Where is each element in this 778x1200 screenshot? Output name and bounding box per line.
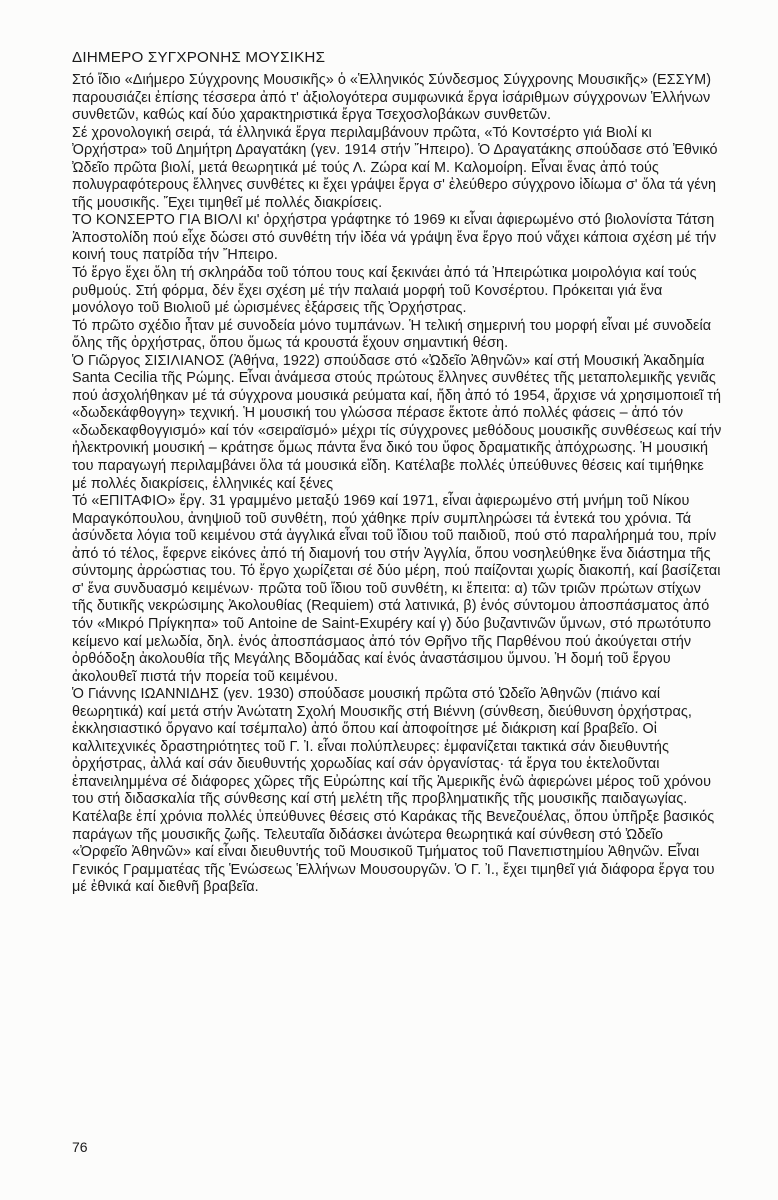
page-number: 76: [72, 1139, 88, 1155]
paragraph: Σέ χρονολογική σειρά, τά ἑλληνικά ἔργα περιλαμβάνουν πρῶτα, «Τό Κοντσέρτο γιά Βιολί κι Ὀρχήστρα» τοῦ Δημήτρη Δραγατάκη (γεν. 1914 στήν Ἤπειρο). Ὁ Δραγατάκης σπούδασε στό Ἐθνικό Ὠδεῖο πρῶτα βιολί, μετά θεωρητικά μέ τούς Λ. Ζώρα καί Μ. Καλομοίρη. Εἶναι ἕνας ἀπό τούς πολυγραφότερους ἕλληνες συνθέτες κι ἔχει γράψει ἔργα σ' ἐλεύθερο σύγχρονο ἰδίωμα σ' ὅλα τά γένη τῆς μουσικῆς. Ἔχει τιμηθεῖ μέ πολλές διακρίσεις.: [72, 124, 718, 211]
paragraph: Στό ἴδιο «Διήμερο Σύγχρονης Μουσικῆς» ὁ «Ἑλληνικός Σύνδεσμος Σύγχρονης Μουσικῆς» (ΕΣΣΥΜ) παρουσιάζει ἐπίσης τέσσερα ἀπό τ' ἀξιολογότερα συμφωνικά ἔργα ἰσάριθμων σύγχρονων Ἑλλήνων συνθετῶν, καθώς καί δύο χαρακτηριστικά ἔργα Τσεχοσλοβάκων συνθετῶν.: [72, 72, 712, 124]
paragraph: Τό «ΕΠΙΤΑΦΙΟ» ἔργ. 31 γραμμένο μεταξύ 1969 καί 1971, εἶναι ἀφιερωμένο στή μνήμη τοῦ Νίκου Μαραγκόπουλου, ἀνηψιοῦ τοῦ συνθέτη, πού χάθηκε πρίν συμπληρώσει τά ἐντεκά του χρόνια. Τά ἀσύνδετα λόγια τοῦ κειμένου στά ἀγγλικά εἶναι τοῦ ἴδιου τοῦ παιδιοῦ, πού στό παραλήρημά του, πρίν ἀπό τό τέλος, ἔφερνε εἰκόνες ἀπό τή διαμονή του στήν Ἀγγλία, ὅπου νοσηλεύθηκε ἕνα διάστημα τῆς σύντομης ἀρρώστιας του. Τό ἔργο χωρίζεται σέ δύο μέρη, πού παίζονται χωρίς διακοπή, καί βασίζεται σ' ἕνα συνδυασμό κειμένων· πρῶτα τοῦ ἴδιου τοῦ συνθέτη, κι ἔπειτα: α) τῶν τριῶν πρώτων στίχων τῆς δυτικῆς νεκρώσιμης Ἀκολουθίας (Requiem) στά λατινικά, β) ἑνός σύντομου ἀποσπάσματος ἀπό τόν «Μικρό Πρίγκηπα» τοῦ Antoine de Saint-Exupéry καί γ) δύο βυζαντινῶν ὕμνων, στό πρωτότυπο κείμενο καί μελωδία, δηλ. ἑνός ἀποσπάσμαος ἀπό τόν Θρῆνο τῆς Παρθένου πού ἀκούγεται στήν ὀρθόδοξη ἀκολουθία τῆς Μεγάλης Βδομάδας καί ἑνός ἀναστάσιμου ὕμνου. Ἡ δομή τοῦ ἔργου ἀκολουθεῖ πιστά τήν πορεία τοῦ κειμένου.: [72, 493, 721, 685]
paragraph: Τό πρῶτο σχέδιο ἦταν μέ συνοδεία μόνο τυμπάνων. Ἡ τελική σημερινή του μορφή εἶναι μέ συνοδεία ὅλης τῆς ὀρχήστρας, ὅπου ὅμως τά κρουστά ἔχουν σημαντική θέση.: [72, 317, 712, 352]
page-heading: ΔΙΗΜΕΡΟ ΣΥΓΧΡΟΝΗΣ ΜΟΥΣΙΚΗΣ: [72, 49, 326, 66]
paragraph: Τό ἔργο ἔχει ὅλη τή σκληράδα τοῦ τόπου τους καί ξεκινάει ἀπό τά Ἠπειρώτικα μοιρολόγια καί τούς ρυθμούς. Στή φόρμα, δέν ἔχει σχέση μέ τήν παλαιά μορφή τοῦ Κονσέρτου. Πρόκειται γιά ἕνα μονόλογο τοῦ Βιολιοῦ μέ ὡρισμένες ἐξάρσεις τῆς Ὀρχήστρας.: [72, 265, 697, 317]
paragraph: ΤΟ ΚΟΝΣΕΡΤΟ ΓΙΑ ΒΙΟΛΙ κι' ὀρχήστρα γράφτηκε τό 1969 κι εἶναι ἀφιερωμένο στό βιολονίστα Τάτση Ἀποστολίδη πού εἶχε δώσει στό συνθέτη τήν ἰδέα νά γράψη ἕνα ἔργο πού νἄχει κάποια σχέση μέ τήν κοινή τους πατρίδα τήν Ἤπειρο.: [72, 212, 717, 264]
paragraph: Ὁ Γιῶργος ΣΙΣΙΛΙΑΝΟΣ (Ἀθήνα, 1922) σπούδασε στό «Ὠδεῖο Ἀθηνῶν» καί στή Μουσική Ἀκαδημία Santa Cecilia τῆς Ρώμης. Εἶναι ἀνάμεσα στούς πρώτους ἕλληνες συνθέτες τῆς μεταπολεμικῆς γενιᾶς πού ἀσχολήθηκαν μέ τά σύγχρονα μουσικά ρεύματα καί, ἤδη ἀπό τό 1954, ἄρχισε νά χρησιμοποιεῖ τή «δωδεκάφθογγη» τεχνική. Ἡ μουσική του γλώσσα πέρασε ἕκτοτε ἀπό πολλές φάσεις – ἀπό τόν «δωδεκαφθογγισμό» καί τόν «σειραϊσμό» μέχρι τίς σύγχρονες μεθόδους μουσικῆς συνθέσεως καί τήν ἠλεκτρονική μουσική – κράτησε ὅμως πάντα ἕνα δικό του ὕφος δραματικῆς ἀπόχρωσης. Ἡ μουσική του παραγωγή περιλαμβάνει ὅλα τά μουσικά εἴδη. Κατέλαβε πολλές ὑπεύθυνες θέσεις καί τιμήθηκε μέ πολλές διακρίσεις, ἑλληνικές καί ξένες: [72, 352, 722, 492]
paragraph: Ὁ Γιάννης ΙΩΑΝΝΙΔΗΣ (γεν. 1930) σπούδασε μουσική πρῶτα στό Ὠδεῖο Ἀθηνῶν (πιάνο καί θεωρητικά) καί μετά στήν Ἀνώτατη Σχολή Μουσικῆς στή Βιέννη (σύνθεση, διεύθυνση ὀρχήστρας, ἐκκλησιαστικό ὄργανο καί τσέμπαλο) ἀπό ὅπου καί ἀποφοίτησε μέ διάκριση καί βραβεῖο. Οἱ καλλιτεχνικές δραστηριότητες τοῦ Γ. Ἰ. εἶναι πολύπλευρες: ἐμφανίζεται τακτικά σάν διευθυντής ὀρχήστρας, ἀλλά καί σάν διευθυντής χορωδίας καί σάν ὀργανίστας· τά ἔργα του ἐκτελοῦνται ἐπανειλημμένα σέ διάφορες χῶρες τῆς Εὐρώπης καί τῆς Ἀμερικῆς ἐνῶ ἀφιερώνει μέρος τοῦ χρόνου του στή διδασκαλία τῆς σύνθεσης καί στή μελέτη τῆς προβληματικῆς τῆς μουσικῆς παιδαγωγίας. Κατέλαβε ἐπί χρόνια πολλές ὑπεύθυνες θέσεις στό Καράκας τῆς Βενεζουέλας, ὅπου ὑπῆρξε βασικός παράγων τῆς μουσικῆς ζωῆς. Τελευταῖα διδάσκει ἀνώτερα θεωρητικά καί σύνθεση στό Ὠδεῖο «Ὀρφεῖο Ἀθηνῶν» καί εἶναι διευθυντής τοῦ Μουσικοῦ Τμήματος τοῦ Πανεπιστημίου Ἀθηνῶν. Εἶναι Γενικός Γραμματέας τῆς Ἑνώσεως Ἑλλήνων Μουσουργῶν. Ὁ Γ. Ἰ., ἔχει τιμηθεῖ γιά διάφορα ἔργα του μέ ἐθνικά καί διεθνῆ βραβεῖα.: [72, 686, 715, 896]
article-body: [72, 48, 722, 897]
